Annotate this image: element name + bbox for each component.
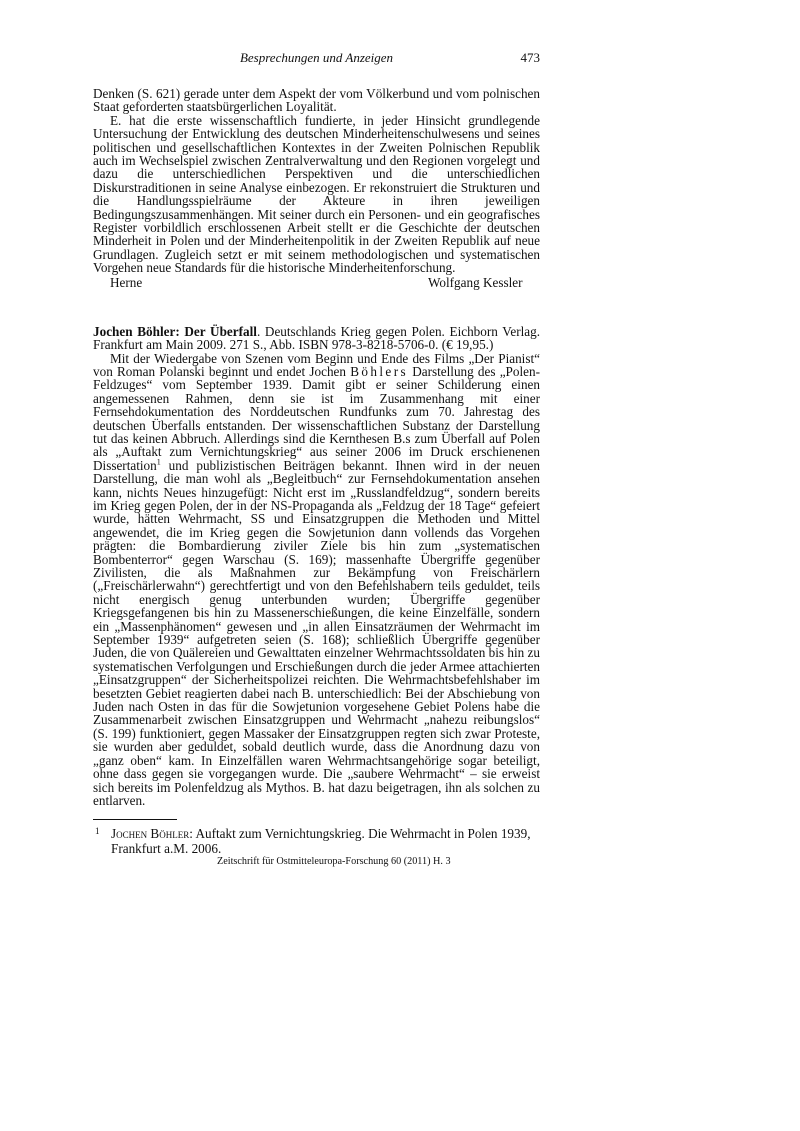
- article-body: [93, 87, 540, 856]
- footnote-number: 1: [95, 826, 100, 837]
- review2-text-c: und publizistischen Beiträgen bekannt. Ihnen wird in der neuen Darstellung, die man wohl als „Begleitbuch“ zur Fernsehdokumentation ansehen kann, nichts Neues hinzugefügt: Nicht erst im „Russlandfeldzug“, sondern bereits im Krieg gegen Polen, der in der NS-Propaganda als „Feldzug der 18 Tage“ gefeiert wurde, hätten Wehrmacht, SS und Einsatzgruppen die Methoden und Mittel angewendet, die im Krieg gegen die Sowjetunion dann vollends das Vorgehen prägten: die Bombardierung ziviler Ziele bis hin zum „systematischen Bombenterror“ gegen Warschau (S. 169); massenhafte Übergriffe gegenüber Zivilisten, die als Maßnahmen zur Bekämpfung von Freischärlern („Freischärlerwahn“) gerechtfertigt und von den Befehlshabern teils geduldet, teils nicht energisch genug unterbunden wurden; Übergriffe gegenüber Kriegsgefangenen bis hin zu Massenerschießungen, die keine Einzelfälle, sondern ein „Massenphänomen“ gewesen und „in allen Einsatzräumen der Wehrmacht im September 1939“ aufgetreten seien (S. 168); schließlich Übergriffe gegenüber Juden, die von Quälereien und Gewalttaten einzelner Wehrmachtssoldaten bis hin zu systematischen Verfolgungen und Erschießungen durch die jeder Armee attachierten „Einsatzgruppen“ der Sicherheitspolizei reichten. Die Wehrmachtsbefehlshaber im besetzten Gebiet reagierten dabei nach B. unterschiedlich: Bei der Abschiebung von Juden nach Osten in das für die Sowjetunion vorgesehene Gebiet Polens habe die Zusammenarbeit zwischen Einsatzgruppen und Wehrmacht „nahezu reibungslos“ (S. 199) funktioniert, gegen Massaker der Einsatzgruppen regten sich zwar Proteste, sie wurden aber geduldet, sobald deutlich wurde, dass die Anordnung dazu von „ganz oben“ kam. In Einzelfällen waren Wehrmachtsangehörige sogar beteiligt, ohne dass gegen sie vorgegangen wurde. Die „saubere Wehrmacht“ – sie erweist sich bereits im Polenfeldzug als Mythos. B. hat dazu beigetragen, ihn als solchen zu entlarven.: [93, 457, 540, 808]
- review-kessler: [93, 87, 540, 290]
- reviewer-place: Herne: [110, 274, 143, 290]
- reviewer-signature-line: [93, 276, 540, 290]
- review2-text-b: Darstellung des „Polen-Feldzuges“ vom September 1939. Damit gibt er seiner Schilderung einen angemessenen Rahmen, denn sie ist im Zusammenhang mit einer Fernsehdokumentation des Norddeutschen Rundfunks zum 70. Jahrestag des deutschen Überfalls entstanden. Der wissenschaftlichen Substanz der Darstellung tut das keinen Abbruch. Allerdings sind die Kernthesen B.s zum Überfall auf Polen als „Auftakt zum Vernichtungskrieg“ aus seiner 2006 im Druck erschienenen Dissertation: [93, 363, 540, 473]
- review-boehler: [93, 325, 540, 808]
- review2-paragraph: [93, 352, 540, 808]
- book-details: . Deutschlands Krieg gegen Polen. Eichborn Verlag. Frankfurt am Main 2009. 271 S., Abb. ISBN 978-3-8218-5706-0. (€ 19,95.): [93, 323, 541, 353]
- running-header: [93, 50, 540, 68]
- review1-paragraph-1: Denken (S. 621) gerade unter dem Aspekt der vom Völkerbund und vom polnischen Staat geforderten staatsbürgerlichen Loyalität.: [93, 86, 540, 115]
- review2-text-a: Mit der Wiedergabe von Szenen vom Beginn und Ende des Films „Der Pianist“ von Roman Polanski beginnt und endet Jochen: [93, 350, 540, 379]
- footnote-rule: [93, 819, 177, 826]
- bibliographic-entry: [93, 325, 540, 352]
- footnote-text: : Auftakt zum Vernichtungskrieg. Die Wehrmacht in Polen 1939, Frankfurt a.M. 2006.: [111, 826, 531, 857]
- book-author-title: Jochen Böhler: Der Überfall: [93, 323, 257, 339]
- journal-footer: Zeitschrift für Ostmitteleuropa-Forschung 60 (2011) H. 3: [217, 856, 451, 867]
- spaced-author-name: Böhlers: [350, 363, 409, 379]
- reviewer-name: Wolfgang Kessler: [428, 274, 523, 290]
- review1-paragraph-2: E. hat die erste wissenschaftlich fundierte, in jeder Hinsicht grundlegende Untersuchung der Entwicklung des deutschen Minderheitenschulwesens und seines politischen und gesellschaftlichen Kontextes in der Zweiten Polnischen Republik auch im Wechselspiel zwischen Zentralverwaltung und den Regionen vorgelegt und dazu die unterschiedlichen Perspektiven und die unterschiedlichen Diskurstraditionen in seine Analyse einbezogen. Er rekonstruiert die Strukturen und die Handlungsspielräume der Akteure in ihren jeweiligen Bedingungszusammenhängen. Mit seiner durch ein Personen- und ein geografisches Register vorbildlich erschlossenen Arbeit stellt er die Geschichte der deutschen Minderheit in Polen und der Minderheitenpolitik in der Zweiten Republik auf neue Grundlagen. Zugleich setzt er mit seinem methodologischen und systematischen Vorgehen neue Standards für die historische Minderheitenforschung.: [93, 112, 540, 276]
- running-title: Besprechungen und Anzeigen: [239, 50, 394, 65]
- footnote-reference[interactable]: 1: [156, 457, 161, 467]
- footnote-author: Jochen Böhler: [111, 826, 190, 842]
- footnote: [93, 826, 540, 856]
- page-number: 473: [520, 50, 540, 65]
